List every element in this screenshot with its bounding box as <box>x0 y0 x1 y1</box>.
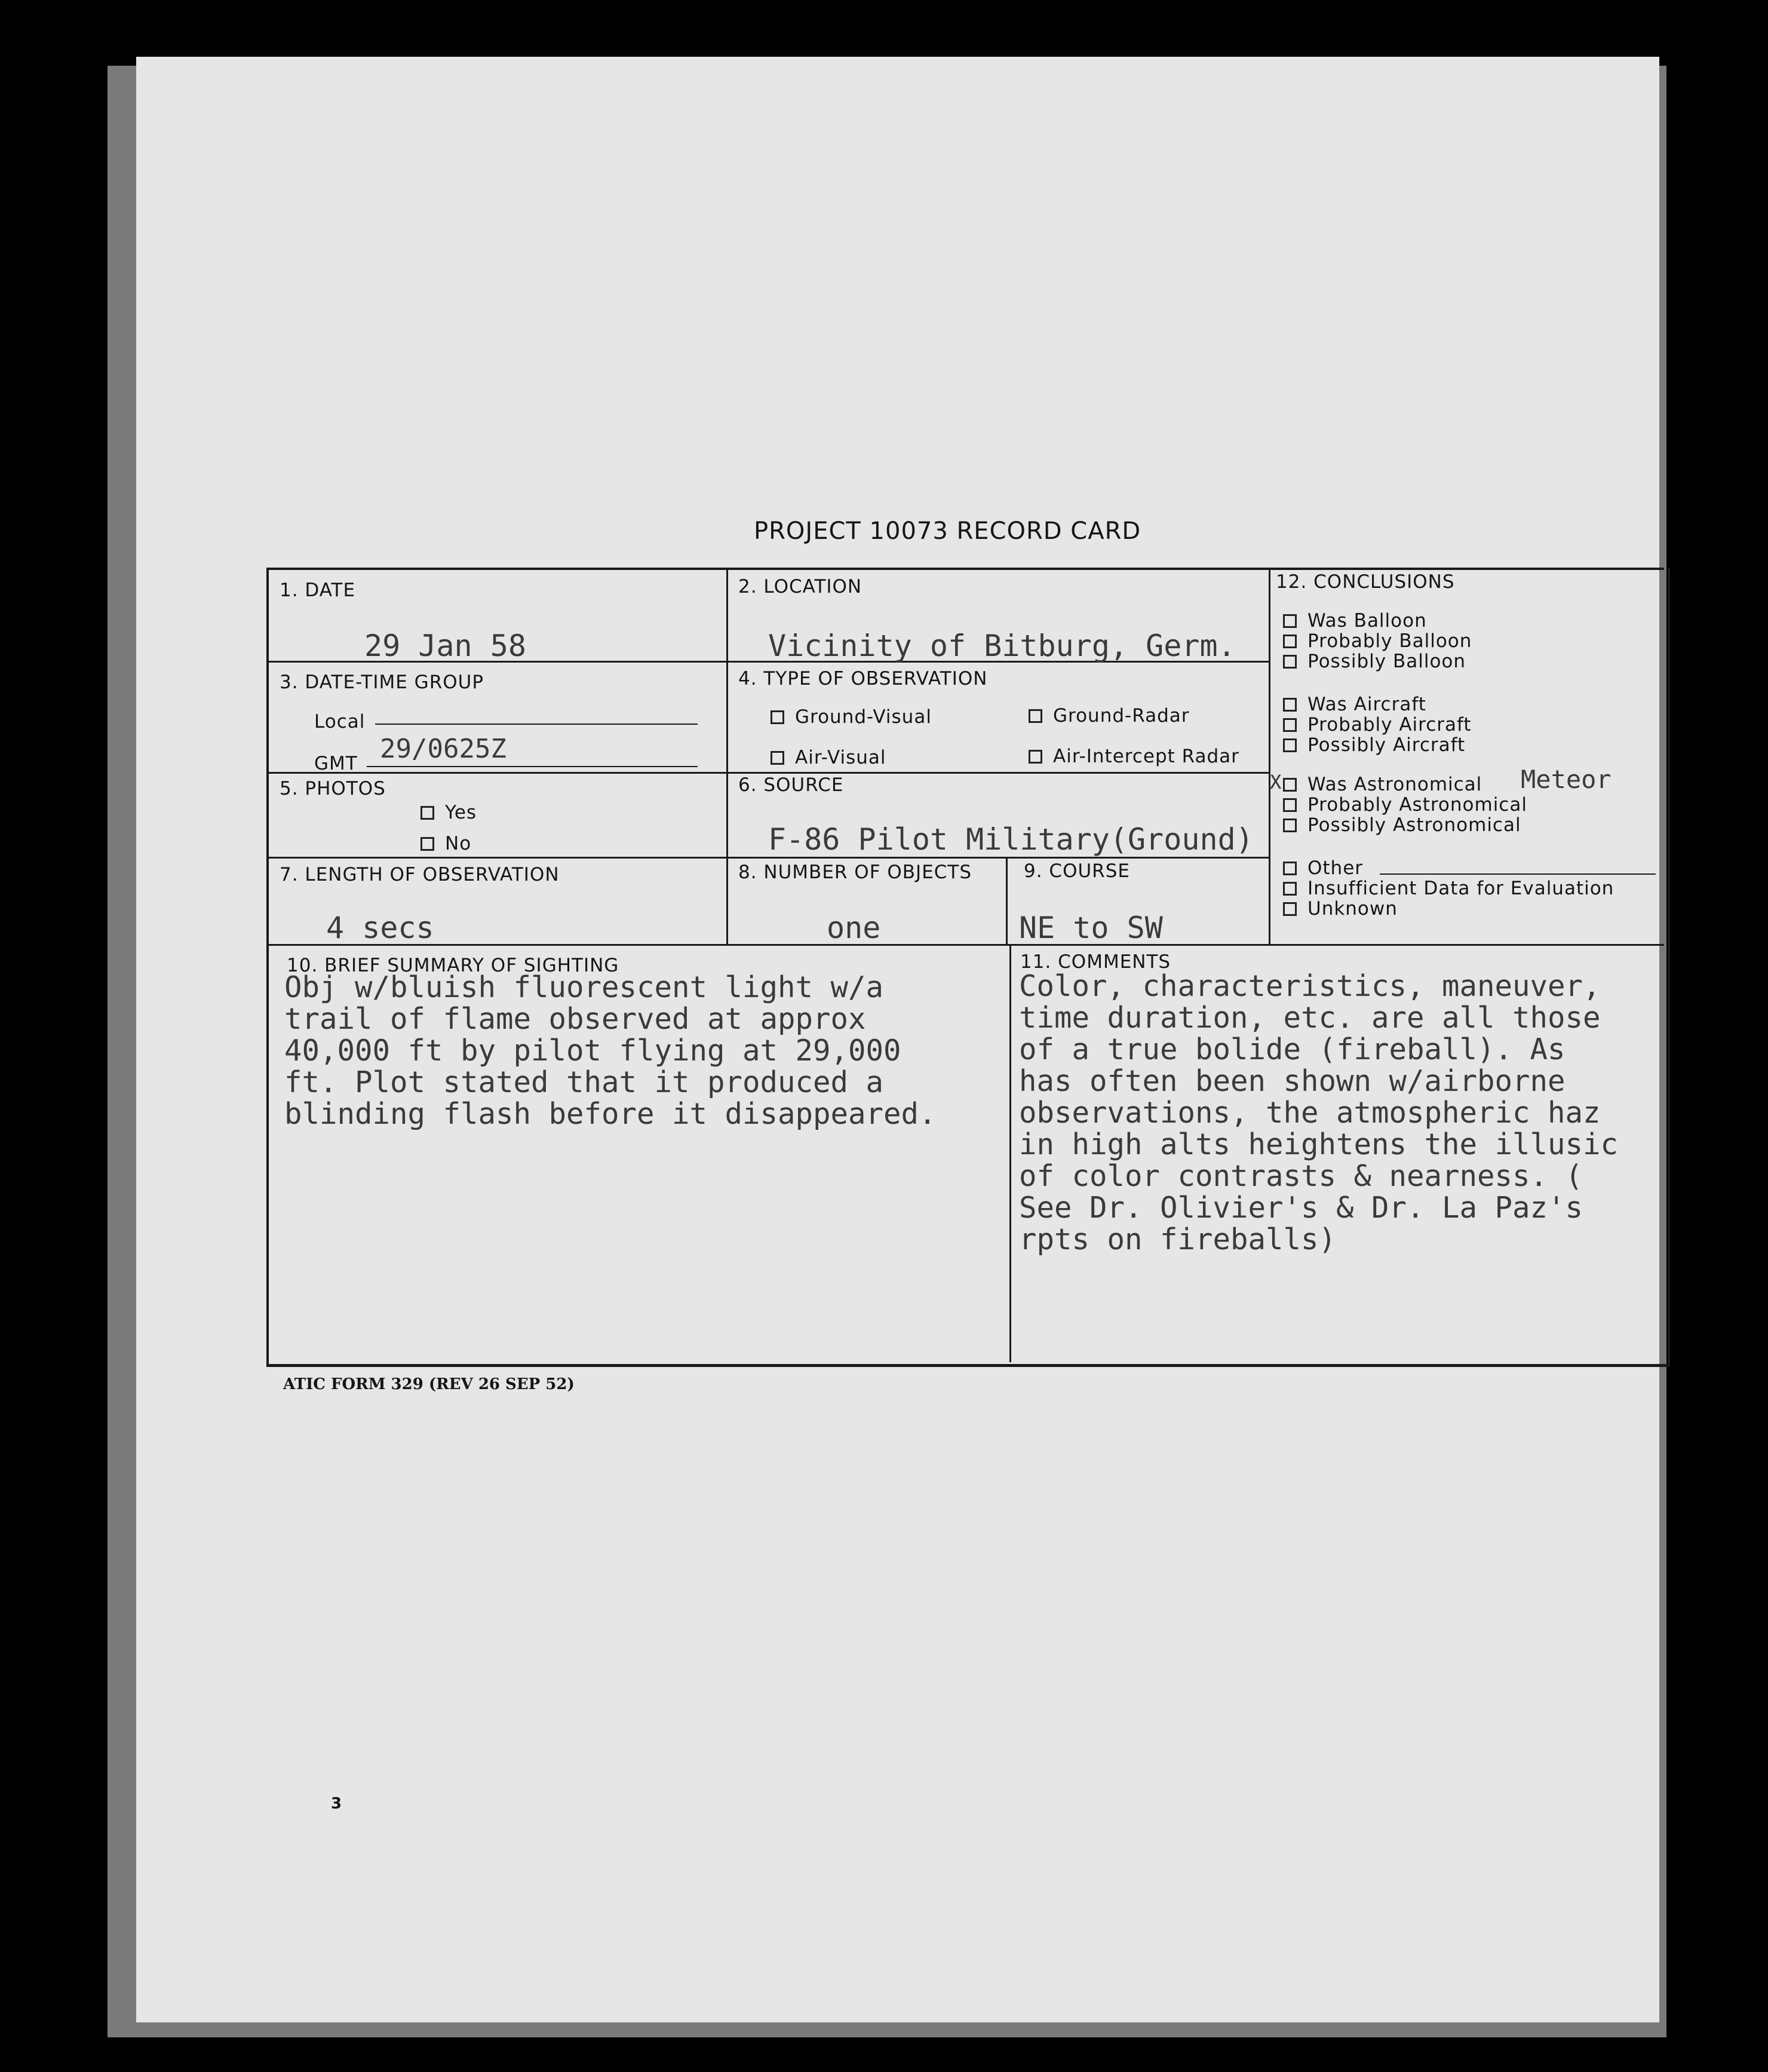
comments-line: in high alts heightens the illusic <box>1019 1127 1619 1161</box>
type-of-observation-label: 4. TYPE OF OBSERVATION <box>738 668 988 689</box>
comments-line: time duration, etc. are all those <box>1019 1001 1601 1035</box>
course-label: 9. COURSE <box>1024 860 1130 882</box>
number-of-objects-label: 8. NUMBER OF OBJECTS <box>738 862 972 883</box>
comments-line: of color contrasts & nearness. ( <box>1019 1159 1583 1193</box>
conclusion-possibly-balloon: Possibly Balloon <box>1283 651 1472 672</box>
checkbox-icon <box>1283 614 1297 628</box>
date-label: 1. DATE <box>280 580 356 601</box>
comments-text <box>1019 970 1665 1255</box>
checkbox-icon <box>1283 798 1297 812</box>
photos-option-no: No <box>420 833 471 854</box>
summary-line: 40,000 ft by pilot flying at 29,000 <box>284 1034 901 1068</box>
source-value: F-86 Pilot Military(Ground) <box>768 822 1254 857</box>
checkbox-icon <box>1283 718 1297 732</box>
checkbox-icon <box>1029 709 1042 723</box>
conclusion-possibly-aircraft: Possibly Aircraft <box>1283 735 1472 755</box>
checkbox-icon <box>1283 635 1297 648</box>
course-value: NE to SW <box>1019 911 1163 945</box>
checkbox-icon <box>771 751 784 765</box>
conclusion-was-balloon: Was Balloon <box>1283 611 1472 631</box>
conclusions-balloon-group <box>1283 611 1472 672</box>
conclusion-probably-balloon: Probably Balloon <box>1283 631 1472 651</box>
conclusion-probably-aircraft: Probably Aircraft <box>1283 715 1472 735</box>
conclusions-astronomical-group <box>1283 774 1527 835</box>
date-value: 29 Jan 58 <box>364 629 526 663</box>
photos-option-yes: Yes <box>420 802 477 823</box>
checkbox-icon <box>1283 738 1297 752</box>
source-label: 6. SOURCE <box>738 774 844 796</box>
page-number: 3 <box>331 1795 342 1813</box>
checkbox-icon <box>1283 655 1297 669</box>
summary-label: 10. BRIEF SUMMARY OF SIGHTING <box>287 955 619 976</box>
option-air-intercept-radar: Air-Intercept Radar <box>1029 746 1239 767</box>
conclusions-label: 12. CONCLUSIONS <box>1276 571 1455 593</box>
conclusion-was-astronomical: Was Astronomical <box>1283 774 1527 795</box>
option-air-visual: Air-Visual <box>771 747 886 768</box>
form-id: ATIC FORM 329 (REV 26 SEP 52) <box>283 1375 575 1393</box>
conclusions-other-group <box>1283 858 1614 919</box>
checkbox-icon <box>420 806 434 820</box>
conclusion-possibly-astronomical: Possibly Astronomical <box>1283 815 1527 835</box>
conclusion-was-aircraft: Was Aircraft <box>1283 694 1472 715</box>
checkbox-icon <box>771 710 784 724</box>
conclusion-unknown: Unknown <box>1283 899 1614 919</box>
option-ground-visual: Ground-Visual <box>771 706 932 728</box>
gmt-underline <box>367 766 698 767</box>
checkbox-icon <box>1029 750 1042 764</box>
summary-line: trail of flame observed at approx <box>284 1002 866 1036</box>
summary-line: blinding flash before it disappeared. <box>284 1097 937 1130</box>
conclusion-other: Other <box>1283 858 1614 878</box>
length-of-observation-label: 7. LENGTH OF OBSERVATION <box>280 864 560 885</box>
checkbox-icon <box>1283 819 1297 832</box>
date-time-group-label: 3. DATE-TIME GROUP <box>280 672 484 693</box>
comments-line: Color, characteristics, maneuver, <box>1019 970 1601 1003</box>
gmt-value: 29/0625Z <box>380 734 507 764</box>
comments-line: See Dr. Olivier's & Dr. La Paz's <box>1019 1191 1583 1225</box>
checkbox-icon <box>1283 882 1297 896</box>
card-title: PROJECT 10073 RECORD CARD <box>754 517 1141 545</box>
summary-line: ft. Plot stated that it produced a <box>284 1065 884 1099</box>
other-underline <box>1380 873 1656 875</box>
summary-text <box>284 971 1007 1130</box>
checkbox-icon <box>1283 902 1297 916</box>
location-value: Vicinity of Bitburg, Germ. <box>768 629 1236 663</box>
comments-line: rpts on fireballs) <box>1019 1222 1337 1255</box>
astronomical-note: Meteor <box>1521 765 1612 794</box>
number-of-objects-value: one <box>827 911 881 945</box>
conclusions-aircraft-group <box>1283 694 1472 755</box>
length-of-observation-value: 4 secs <box>326 911 434 945</box>
summary-line: Obj w/bluish fluorescent light w/a <box>284 971 884 1004</box>
conclusion-probably-astronomical: Probably Astronomical <box>1283 795 1527 815</box>
checkbox-icon <box>420 837 434 851</box>
comments-line: of a true bolide (fireball). As <box>1019 1032 1566 1066</box>
local-time-underline <box>375 724 698 725</box>
comments-label: 11. COMMENTS <box>1020 951 1171 973</box>
gmt-label: GMT <box>314 753 358 774</box>
photos-label: 5. PHOTOS <box>280 778 386 799</box>
location-label: 2. LOCATION <box>738 576 862 597</box>
astronomical-check-mark: X <box>1270 771 1282 793</box>
option-ground-radar: Ground-Radar <box>1029 705 1190 727</box>
checkbox-icon <box>1283 778 1297 792</box>
checkbox-icon <box>1283 698 1297 712</box>
comments-line: has often been shown w/airborne <box>1019 1064 1566 1098</box>
local-time-label: Local <box>314 711 366 732</box>
checkbox-icon <box>1283 862 1297 875</box>
comments-line: observations, the atmospheric haz <box>1019 1096 1601 1130</box>
conclusion-insufficient-data: Insufficient Data for Evaluation <box>1283 878 1614 899</box>
